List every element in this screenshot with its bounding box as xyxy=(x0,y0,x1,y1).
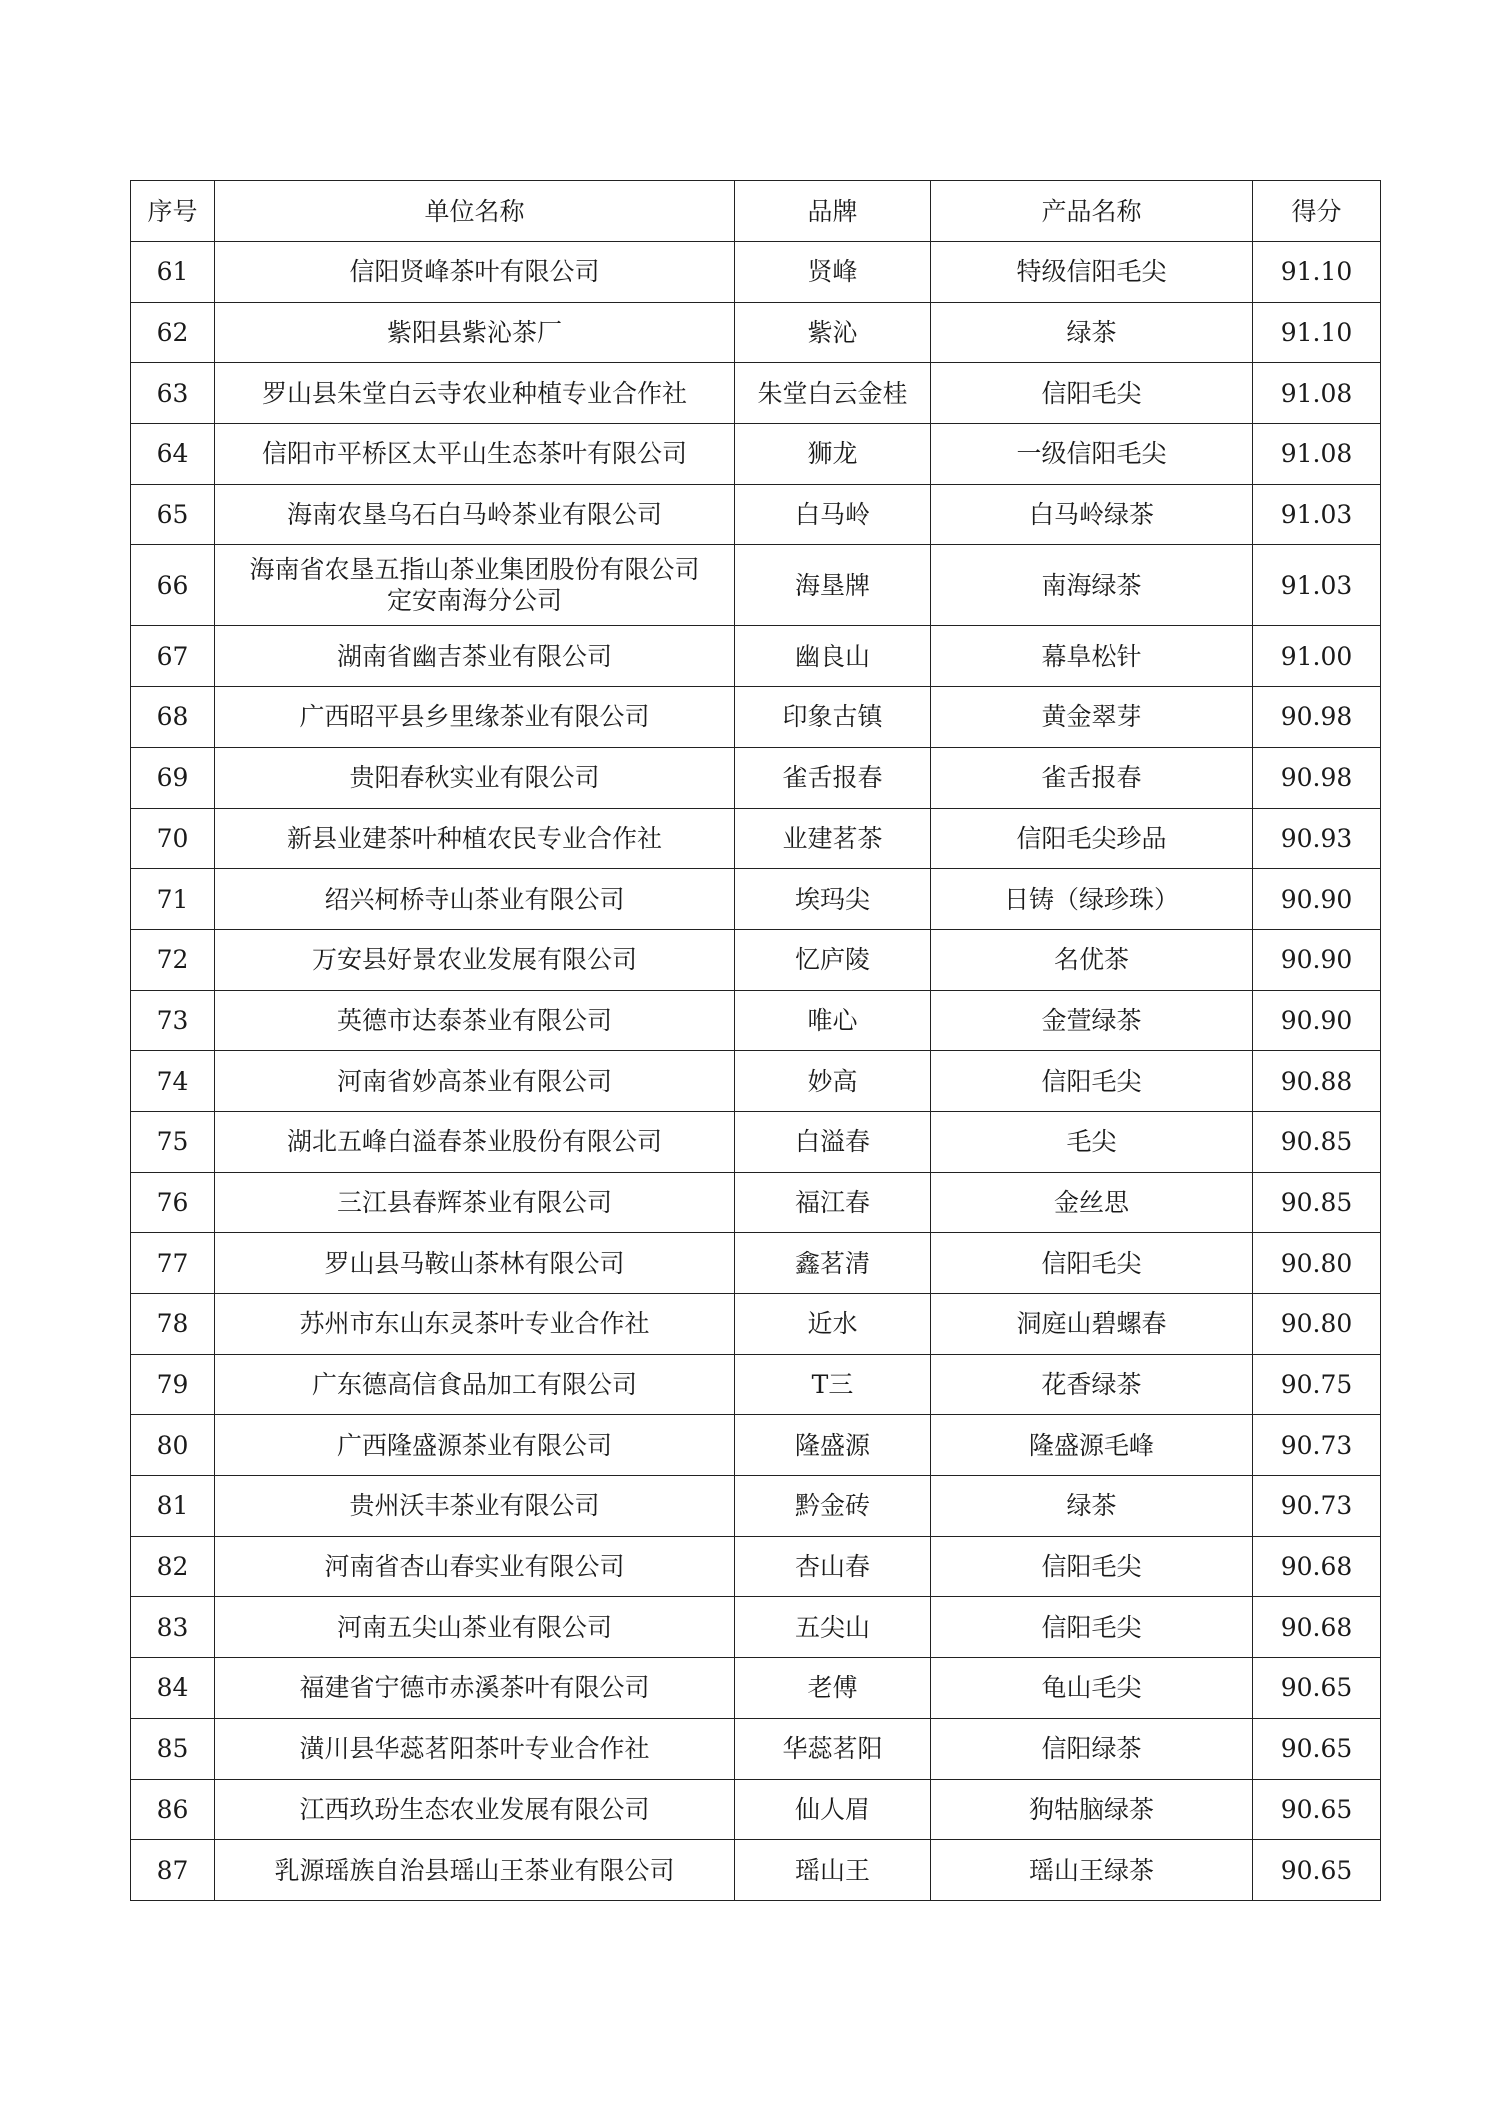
cell-brand: 老傅 xyxy=(735,1658,931,1719)
header-unit: 单位名称 xyxy=(215,181,735,242)
cell-brand: 白溢春 xyxy=(735,1111,931,1172)
cell-unit: 罗山县马鞍山茶林有限公司 xyxy=(215,1233,735,1294)
table-row xyxy=(131,929,1381,990)
cell-score: 90.88 xyxy=(1253,1051,1381,1112)
cell-product: 特级信阳毛尖 xyxy=(931,242,1253,303)
cell-product: 狗牯脑绿茶 xyxy=(931,1779,1253,1840)
cell-product: 信阳毛尖 xyxy=(931,1051,1253,1112)
cell-unit: 万安县好景农业发展有限公司 xyxy=(215,929,735,990)
cell-score: 90.75 xyxy=(1253,1354,1381,1415)
cell-product: 信阳毛尖 xyxy=(931,1536,1253,1597)
cell-brand: 隆盛源 xyxy=(735,1415,931,1476)
cell-score: 90.73 xyxy=(1253,1476,1381,1537)
table-row xyxy=(131,1172,1381,1233)
table-row xyxy=(131,1597,1381,1658)
cell-unit: 贵阳春秋实业有限公司 xyxy=(215,747,735,808)
table-row xyxy=(131,302,1381,363)
cell-brand: 朱堂白云金桂 xyxy=(735,363,931,424)
cell-unit: 河南省妙高茶业有限公司 xyxy=(215,1051,735,1112)
header-score: 得分 xyxy=(1253,181,1381,242)
table-row xyxy=(131,1840,1381,1901)
cell-unit xyxy=(215,545,735,626)
cell-no: 87 xyxy=(131,1840,215,1901)
cell-score: 90.65 xyxy=(1253,1658,1381,1719)
cell-score: 91.10 xyxy=(1253,242,1381,303)
cell-unit: 三江县春辉茶业有限公司 xyxy=(215,1172,735,1233)
table-row xyxy=(131,484,1381,545)
cell-score: 90.85 xyxy=(1253,1111,1381,1172)
cell-product: 毛尖 xyxy=(931,1111,1253,1172)
header-product: 产品名称 xyxy=(931,181,1253,242)
cell-product: 花香绿茶 xyxy=(931,1354,1253,1415)
cell-product: 一级信阳毛尖 xyxy=(931,424,1253,485)
table-row xyxy=(131,808,1381,869)
cell-score: 90.90 xyxy=(1253,990,1381,1051)
cell-no: 79 xyxy=(131,1354,215,1415)
cell-unit: 新县业建茶叶种植农民专业合作社 xyxy=(215,808,735,869)
cell-brand: 唯心 xyxy=(735,990,931,1051)
table-row xyxy=(131,1233,1381,1294)
cell-score: 90.65 xyxy=(1253,1718,1381,1779)
cell-score: 90.68 xyxy=(1253,1536,1381,1597)
cell-no: 76 xyxy=(131,1172,215,1233)
table-row xyxy=(131,869,1381,930)
cell-brand: 印象古镇 xyxy=(735,687,931,748)
cell-brand: 业建茗茶 xyxy=(735,808,931,869)
cell-brand: 华蕊茗阳 xyxy=(735,1718,931,1779)
header-brand: 品牌 xyxy=(735,181,931,242)
header-no: 序号 xyxy=(131,181,215,242)
cell-no: 82 xyxy=(131,1536,215,1597)
cell-score: 90.80 xyxy=(1253,1294,1381,1355)
cell-product: 幕阜松针 xyxy=(931,626,1253,687)
cell-unit: 紫阳县紫沁茶厂 xyxy=(215,302,735,363)
table-row xyxy=(131,363,1381,424)
cell-score: 90.90 xyxy=(1253,869,1381,930)
cell-no: 67 xyxy=(131,626,215,687)
cell-brand: 妙高 xyxy=(735,1051,931,1112)
cell-no: 62 xyxy=(131,302,215,363)
cell-product: 瑶山王绿茶 xyxy=(931,1840,1253,1901)
table-row xyxy=(131,1536,1381,1597)
cell-no: 84 xyxy=(131,1658,215,1719)
cell-score: 90.98 xyxy=(1253,687,1381,748)
cell-score: 91.03 xyxy=(1253,484,1381,545)
cell-score: 90.80 xyxy=(1253,1233,1381,1294)
cell-unit: 福建省宁德市赤溪茶叶有限公司 xyxy=(215,1658,735,1719)
cell-product: 绿茶 xyxy=(931,1476,1253,1537)
cell-brand: 海垦牌 xyxy=(735,545,931,626)
cell-no: 71 xyxy=(131,869,215,930)
table-row xyxy=(131,545,1381,626)
cell-unit: 河南五尖山茶业有限公司 xyxy=(215,1597,735,1658)
table-row xyxy=(131,747,1381,808)
cell-unit: 湖南省幽吉茶业有限公司 xyxy=(215,626,735,687)
cell-no: 77 xyxy=(131,1233,215,1294)
cell-score: 91.10 xyxy=(1253,302,1381,363)
cell-unit: 乳源瑶族自治县瑶山王茶业有限公司 xyxy=(215,1840,735,1901)
cell-brand: 狮龙 xyxy=(735,424,931,485)
table-row xyxy=(131,1294,1381,1355)
cell-no: 66 xyxy=(131,545,215,626)
cell-unit: 海南农垦乌石白马岭茶业有限公司 xyxy=(215,484,735,545)
cell-brand: 幽良山 xyxy=(735,626,931,687)
cell-unit: 广西昭平县乡里缘茶业有限公司 xyxy=(215,687,735,748)
cell-brand: 瑶山王 xyxy=(735,1840,931,1901)
cell-unit: 信阳贤峰茶叶有限公司 xyxy=(215,242,735,303)
cell-score: 91.08 xyxy=(1253,363,1381,424)
cell-brand: 贤峰 xyxy=(735,242,931,303)
cell-score: 90.93 xyxy=(1253,808,1381,869)
cell-no: 65 xyxy=(131,484,215,545)
cell-score: 90.65 xyxy=(1253,1840,1381,1901)
cell-score: 90.85 xyxy=(1253,1172,1381,1233)
cell-product: 信阳绿茶 xyxy=(931,1718,1253,1779)
cell-unit-line-1: 海南省农垦五指山茶业集团股份有限公司 xyxy=(249,555,700,585)
cell-brand: 五尖山 xyxy=(735,1597,931,1658)
table-header xyxy=(131,181,1381,242)
cell-no: 86 xyxy=(131,1779,215,1840)
cell-product: 金萱绿茶 xyxy=(931,990,1253,1051)
cell-product: 信阳毛尖珍品 xyxy=(931,808,1253,869)
cell-unit: 英德市达泰茶业有限公司 xyxy=(215,990,735,1051)
table-row xyxy=(131,242,1381,303)
table-row xyxy=(131,1779,1381,1840)
cell-no: 63 xyxy=(131,363,215,424)
table-row xyxy=(131,1718,1381,1779)
cell-product: 南海绿茶 xyxy=(931,545,1253,626)
cell-brand: 仙人眉 xyxy=(735,1779,931,1840)
cell-unit: 河南省杏山春实业有限公司 xyxy=(215,1536,735,1597)
table-row xyxy=(131,1658,1381,1719)
table-row xyxy=(131,1111,1381,1172)
cell-product: 信阳毛尖 xyxy=(931,1597,1253,1658)
cell-brand: 埃玛尖 xyxy=(735,869,931,930)
cell-no: 80 xyxy=(131,1415,215,1476)
table-row xyxy=(131,1051,1381,1112)
cell-brand: T三 xyxy=(735,1354,931,1415)
cell-no: 74 xyxy=(131,1051,215,1112)
cell-unit: 贵州沃丰茶业有限公司 xyxy=(215,1476,735,1537)
cell-unit: 江西玖玢生态农业发展有限公司 xyxy=(215,1779,735,1840)
cell-unit: 广西隆盛源茶业有限公司 xyxy=(215,1415,735,1476)
cell-score: 90.65 xyxy=(1253,1779,1381,1840)
cell-unit: 信阳市平桥区太平山生态茶叶有限公司 xyxy=(215,424,735,485)
cell-product: 日铸（绿珍珠） xyxy=(931,869,1253,930)
cell-score: 91.08 xyxy=(1253,424,1381,485)
cell-no: 73 xyxy=(131,990,215,1051)
cell-no: 68 xyxy=(131,687,215,748)
table-row xyxy=(131,1476,1381,1537)
cell-score: 90.98 xyxy=(1253,747,1381,808)
cell-brand: 鑫茗清 xyxy=(735,1233,931,1294)
cell-unit: 罗山县朱堂白云寺农业种植专业合作社 xyxy=(215,363,735,424)
cell-score: 91.00 xyxy=(1253,626,1381,687)
cell-brand: 福江春 xyxy=(735,1172,931,1233)
cell-brand: 杏山春 xyxy=(735,1536,931,1597)
cell-no: 75 xyxy=(131,1111,215,1172)
table-row xyxy=(131,626,1381,687)
cell-no: 81 xyxy=(131,1476,215,1537)
cell-no: 70 xyxy=(131,808,215,869)
cell-brand: 黔金砖 xyxy=(735,1476,931,1537)
cell-no: 85 xyxy=(131,1718,215,1779)
cell-product: 信阳毛尖 xyxy=(931,363,1253,424)
cell-brand: 紫沁 xyxy=(735,302,931,363)
cell-unit-line-2: 定安南海分公司 xyxy=(386,586,562,616)
cell-score: 90.90 xyxy=(1253,929,1381,990)
cell-score: 90.73 xyxy=(1253,1415,1381,1476)
table-row xyxy=(131,1354,1381,1415)
cell-unit: 潢川县华蕊茗阳茶叶专业合作社 xyxy=(215,1718,735,1779)
cell-unit: 广东德高信食品加工有限公司 xyxy=(215,1354,735,1415)
cell-brand: 忆庐陵 xyxy=(735,929,931,990)
cell-no: 69 xyxy=(131,747,215,808)
cell-product: 洞庭山碧螺春 xyxy=(931,1294,1253,1355)
cell-product: 隆盛源毛峰 xyxy=(931,1415,1253,1476)
table-row xyxy=(131,424,1381,485)
cell-product: 名优茶 xyxy=(931,929,1253,990)
cell-no: 83 xyxy=(131,1597,215,1658)
cell-unit: 湖北五峰白溢春茶业股份有限公司 xyxy=(215,1111,735,1172)
cell-unit: 绍兴柯桥寺山茶业有限公司 xyxy=(215,869,735,930)
table-row xyxy=(131,1415,1381,1476)
cell-score: 90.68 xyxy=(1253,1597,1381,1658)
results-table xyxy=(130,180,1381,1901)
cell-product: 绿茶 xyxy=(931,302,1253,363)
cell-unit: 苏州市东山东灵茶叶专业合作社 xyxy=(215,1294,735,1355)
table-body xyxy=(131,242,1381,1901)
table-row xyxy=(131,687,1381,748)
cell-no: 78 xyxy=(131,1294,215,1355)
cell-brand: 近水 xyxy=(735,1294,931,1355)
cell-product: 龟山毛尖 xyxy=(931,1658,1253,1719)
table-row xyxy=(131,990,1381,1051)
cell-no: 64 xyxy=(131,424,215,485)
cell-product: 黄金翠芽 xyxy=(931,687,1253,748)
cell-brand: 白马岭 xyxy=(735,484,931,545)
header-row xyxy=(131,181,1381,242)
cell-score: 91.03 xyxy=(1253,545,1381,626)
cell-no: 72 xyxy=(131,929,215,990)
cell-product: 白马岭绿茶 xyxy=(931,484,1253,545)
cell-product: 金丝思 xyxy=(931,1172,1253,1233)
cell-brand: 雀舌报春 xyxy=(735,747,931,808)
cell-product: 雀舌报春 xyxy=(931,747,1253,808)
cell-no: 61 xyxy=(131,242,215,303)
cell-product: 信阳毛尖 xyxy=(931,1233,1253,1294)
